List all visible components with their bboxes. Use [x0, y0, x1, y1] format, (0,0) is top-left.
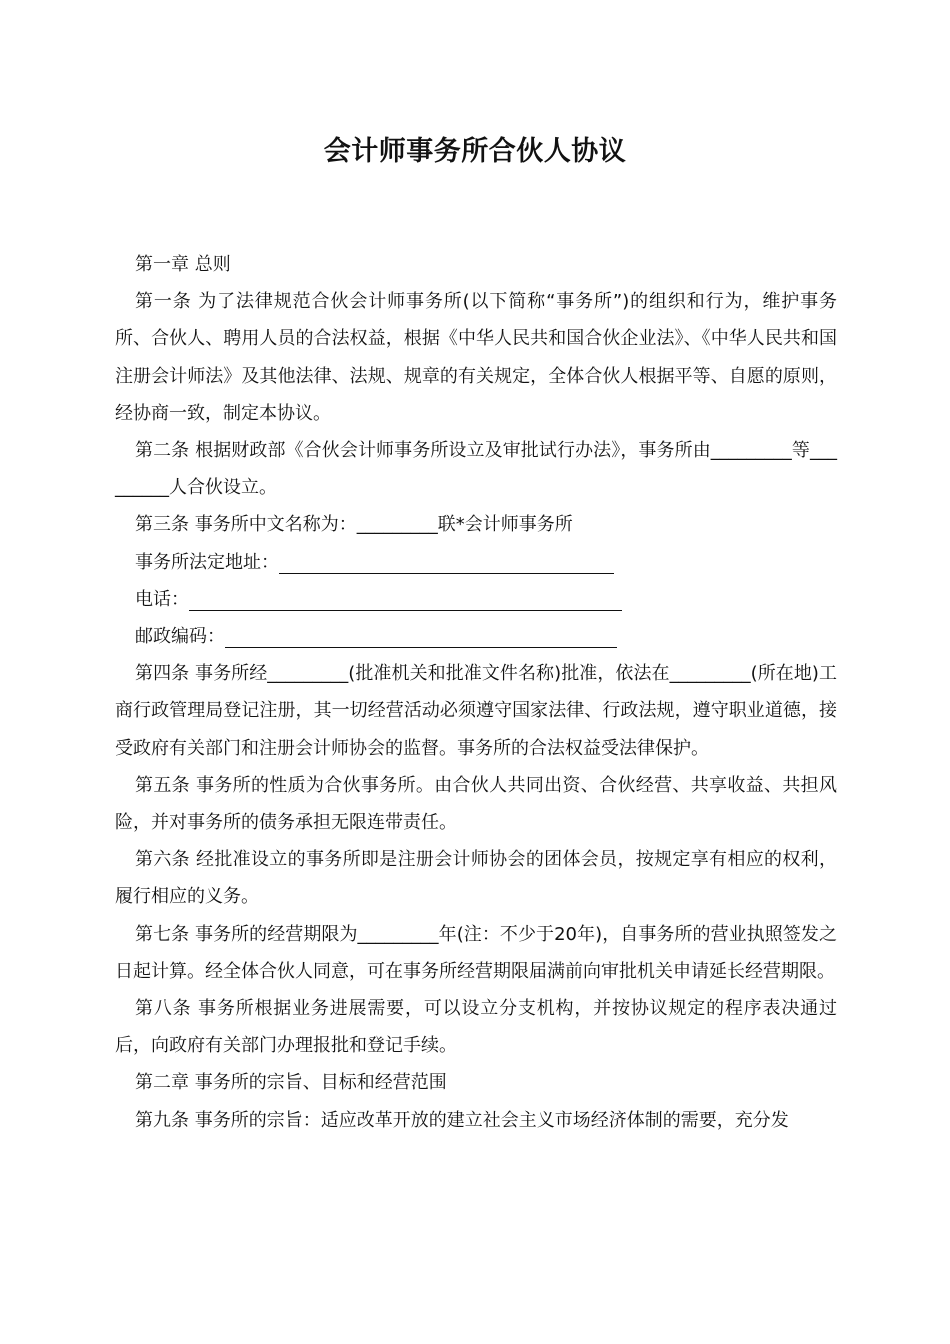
address-blank	[279, 551, 614, 574]
document-body	[115, 246, 837, 1139]
address-label: 事务所法定地址：	[135, 551, 279, 573]
article-8: 第八条 事务所根据业务进展需要，可以设立分支机构，并按协议规定的程序表决通过后，向政府有关部门办理报批和登记手续。	[115, 998, 837, 1057]
chapter-heading-1: 第一章 总则	[135, 254, 231, 275]
phone-label: 电话：	[135, 588, 189, 610]
article-3: 第三条 事务所中文名称为：_________联*会计师事务所	[135, 514, 573, 536]
postcode-line	[115, 618, 837, 655]
address-line	[115, 544, 837, 581]
phone-line	[115, 581, 837, 618]
phone-blank	[189, 588, 622, 611]
article-9: 第九条 事务所的宗旨：适应改革开放的建立社会主义市场经济体制的需要，充分发	[135, 1109, 789, 1131]
article-7: 第七条 事务所的经营期限为_________年(注：不少于20年)，自事务所的营业执照签发之日起计算。经全体合伙人同意，可在事务所经营期限届满前向审批机关申请延长经营期限。	[115, 923, 837, 982]
article-6: 第六条 经批准设立的事务所即是注册会计师协会的团体会员，按规定享有相应的权利，履行相应的义务。	[115, 849, 837, 908]
article-4: 第四条 事务所经_________(批准机关和批准文件名称)批准，依法在_________(所在地)工商行政管理局登记注册，其一切经营活动必须遵守国家法律、行政法规，遵守职业道德，接受政府有关部门和注册会计师协会的监督。事务所的合法权益受法律保护。	[115, 663, 837, 759]
article-5: 第五条 事务所的性质为合伙事务所。由合伙人共同出资、合伙经营、共享收益、共担风险，并对事务所的债务承担无限连带责任。	[115, 774, 837, 834]
postcode-blank	[225, 625, 617, 648]
chapter-heading-2: 第二章 事务所的宗旨、目标和经营范围	[135, 1072, 447, 1094]
article-2: 第二条 根据财政部《合伙会计师事务所设立及审批试行办法》，事务所由_________等_________人合伙设立。	[115, 440, 837, 499]
document-title: 会计师事务所合伙人协议	[323, 136, 627, 167]
article-1: 第一条 为了法律规范合伙会计师事务所(以下简称“事务所”)的组织和行为，维护事务所、合伙人、聘用人员的合法权益，根据《中华人民共和国合伙企业法》、《中华人民共和国注册会计师法》及其他法律、法规、规章的有关规定，全体合伙人根据平等、自愿的原则，经协商一致，制定本协议。	[115, 291, 837, 424]
postcode-label: 邮政编码：	[135, 626, 225, 648]
